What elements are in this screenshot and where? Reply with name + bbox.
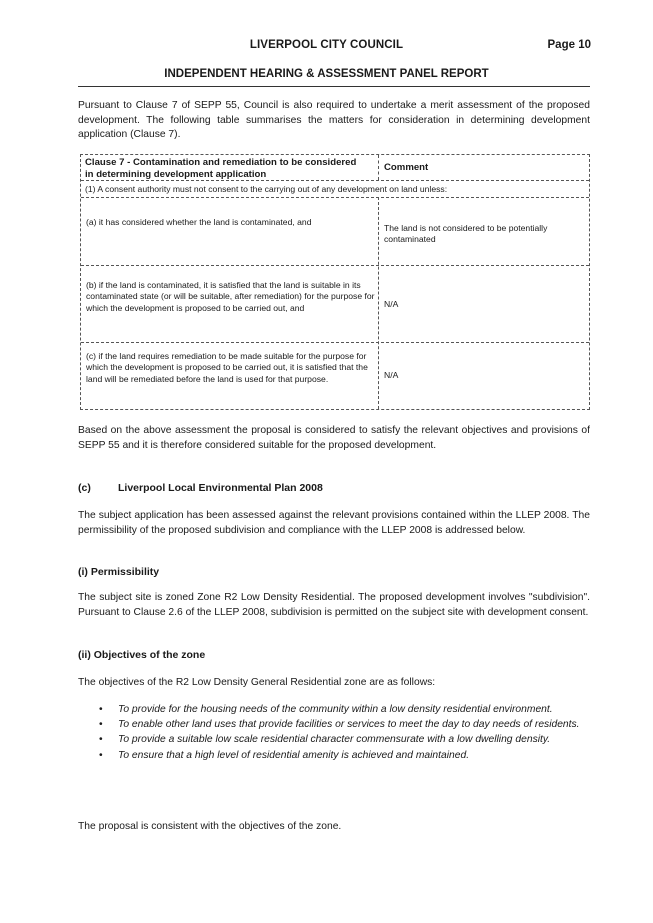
bullet-icon: • [99,704,103,715]
table-divider [81,265,589,266]
table-row-c-comment: N/A [384,370,399,380]
bullet-icon: • [99,734,103,746]
table-divider [81,180,589,181]
list-item [96,718,590,732]
section-c-title: Liverpool Local Environmental Plan 2008 [118,482,323,494]
table-divider [378,155,379,180]
table-row-b-comment: N/A [384,299,399,309]
table-divider [378,197,379,409]
section-c-number: (c) [78,482,91,494]
table-header-clause: Clause 7 - Contamination and remediation to be considered in determining development application [85,157,357,180]
permissibility-paragraph: The subject site is zoned Zone R2 Low Density Residential. The proposed development involves "subdivision". Pursuant to Clause 2.6 of the LLEP 2008, subdivision is permitted on the subject site with development consent. [78,592,590,618]
list-item [96,703,590,717]
table-divider [81,342,589,343]
objectives-heading: (ii) Objectives of the zone [78,649,206,661]
table-row-b-clause: (b) if the land is contaminated, it is satisfied that the land is suitable in its contaminated state (or will be suitable, after remediation) for the purpose for which the development is proposed to be carried out, and [86,280,375,313]
table-span-row: (1) A consent authority must not consent to the carrying out of any development on land unless: [85,184,448,194]
header-divider [78,86,590,87]
objectives-list [96,703,590,764]
bullet-icon: • [99,719,103,731]
table-row-a-comment: The land is not considered to be potentially contaminated [384,223,548,245]
section-c-paragraph: The subject application has been assessed against the relevant provisions contained within the LLEP 2008. The permissibility of the proposed subdivision and compliance with the LLEP 2008 is addressed below. [78,510,590,536]
list-item-text: To provide a suitable low scale residential character commensurate with a low dwelling density. [118,734,551,746]
clause7-table [80,154,590,410]
list-item-text: To enable other land uses that provide facilities or services to meet the day to day needs of residents. [118,719,580,731]
table-header-comment: Comment [384,162,429,173]
table-divider [81,197,589,198]
section-c-heading [78,482,323,494]
permissibility-heading: (i) Permissibility [78,566,160,578]
closing-paragraph: The proposal is consistent with the objectives of the zone. [78,821,342,832]
list-item-text: To provide for the housing needs of the community within a low density residential environment. [118,704,553,715]
table-row-c-clause: (c) if the land requires remediation to be made suitable for the purpose for which the development is proposed to be carried out, it is satisfied that the land will be remediated before the land is used for that purpose. [86,351,368,384]
council-name: LIVERPOOL CITY COUNCIL [249,39,404,51]
list-item-text: To ensure that a high level of residential amenity is achieved and maintained. [118,749,470,761]
intro-paragraph: Pursuant to Clause 7 of SEPP 55, Council is also required to undertake a merit assessment of the proposed development. The following table summarises the matters for consideration in determining development application (Clause 7). [78,100,590,140]
objectives-intro: The objectives of the R2 Low Density General Residential zone are as follows: [78,677,436,688]
page-number: Page 10 [547,39,591,51]
list-item [96,749,590,763]
table-row-a-clause: (a) it has considered whether the land is contaminated, and [86,217,312,227]
bullet-icon: • [99,749,103,761]
list-item [96,733,590,747]
report-title: INDEPENDENT HEARING & ASSESSMENT PANEL REPORT [164,68,489,80]
conclusion-paragraph: Based on the above assessment the proposal is considered to satisfy the relevant objectives and provisions of SEPP 55 and it is therefore considered suitable for the proposed development. [78,425,590,451]
